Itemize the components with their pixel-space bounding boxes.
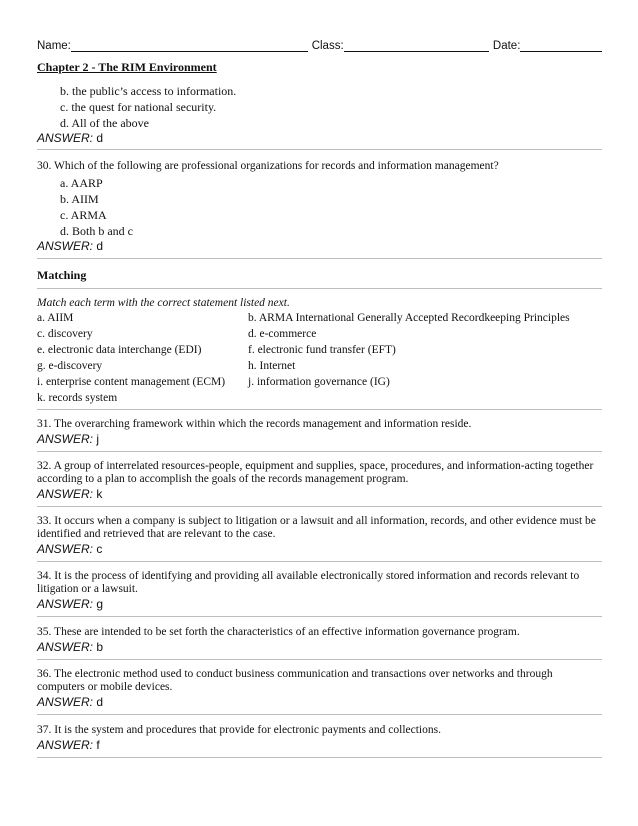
chapter-title: Chapter 2 - The RIM Environment [37,60,217,74]
q30-option-b: b. AIIM [60,192,99,206]
term-a: a. AIIM [37,312,74,324]
answer-value: f [96,738,100,752]
q29-option-b: b. the public’s access to information. [60,84,237,98]
class-label: Class: [311,40,344,52]
q36-answer [37,695,103,709]
term-g: g. e-discovery [37,360,103,372]
term-i: i. enterprise content management (ECM) [37,376,226,388]
q33-answer [37,542,102,556]
divider [37,714,602,715]
divider [37,506,602,507]
term-j: j. information governance (IG) [248,376,390,388]
q31-answer [37,432,99,446]
term-f: f. electronic fund transfer (EFT) [248,344,396,356]
divider [37,258,602,259]
q30-option-d: d. Both b and c [60,224,133,238]
q32-answer [37,487,102,501]
term-d: d. e-commerce [248,328,317,340]
term-k: k. records system [37,392,118,404]
q30-option-c: c. ARMA [60,208,107,222]
divider [37,451,602,452]
answer-label: ANSWER: [37,487,94,501]
answer-value: c [96,542,103,556]
answer-value: d [96,131,104,145]
date-label: Date: [492,40,521,52]
q33-text: 33. It occurs when a company is subject to litigation or a lawsuit and all information, records, and other evidence must be identified and retrieved that are relevant to the case. [37,515,596,540]
answer-label: ANSWER: [37,542,94,556]
q29-answer [37,131,103,145]
term-b: b. ARMA International Generally Accepted Recordkeeping Principles [248,312,570,324]
divider [37,149,602,150]
q35-text: 35. These are intended to be set forth the characteristics of an effective information governance program. [37,626,520,638]
name-label: Name: [37,40,71,52]
header-fields [37,40,602,52]
divider [37,757,602,758]
name-line [71,40,308,52]
answer-value: j [96,432,100,446]
divider [37,409,602,410]
q34-answer [37,597,103,611]
q30-option-a: a. AARP [60,176,103,190]
q32-text: 32. A group of interrelated resources-people, equipment and supplies, space, procedures, and information-acting together according to a plan to accomplish the goals of the records management program. [37,460,594,485]
q31-text: 31. The overarching framework within which the records management and information reside. [37,418,472,430]
q34-text: 34. It is the process of identifying and providing all available electronically stored information and records relevant to litigation or a lawsuit. [37,570,580,595]
q29-option-c: c. the quest for national security. [60,100,217,114]
answer-label: ANSWER: [37,738,94,752]
answer-value: b [96,640,104,654]
answer-label: ANSWER: [37,432,94,446]
q29-option-d: d. All of the above [60,116,149,130]
answer-value: k [96,487,103,501]
q36-text: 36. The electronic method used to conduct business communication and transactions over networks and through computers or mobile devices. [37,668,553,693]
answer-value: g [96,597,104,611]
term-e: e. electronic data interchange (EDI) [37,344,202,356]
divider [37,561,602,562]
divider [37,288,602,289]
class-line [344,40,489,52]
date-line [520,40,602,52]
matching-heading: Matching [37,268,87,282]
answer-label: ANSWER: [37,640,94,654]
matching-instructions: Match each term with the correct statement listed next. [37,297,290,309]
answer-value: d [96,695,104,709]
term-c: c. discovery [37,328,93,340]
answer-value: d [96,239,104,253]
answer-label: ANSWER: [37,695,94,709]
q30-text: 30. Which of the following are professional organizations for records and information management? [37,160,499,172]
q37-text: 37. It is the system and procedures that provide for electronic payments and collections. [37,724,441,736]
divider [37,616,602,617]
answer-label: ANSWER: [37,239,94,253]
q35-answer [37,640,103,654]
answer-label: ANSWER: [37,597,94,611]
divider [37,659,602,660]
term-h: h. Internet [248,360,296,372]
q30-answer [37,239,103,253]
answer-label: ANSWER: [37,131,94,145]
q37-answer [37,738,100,752]
